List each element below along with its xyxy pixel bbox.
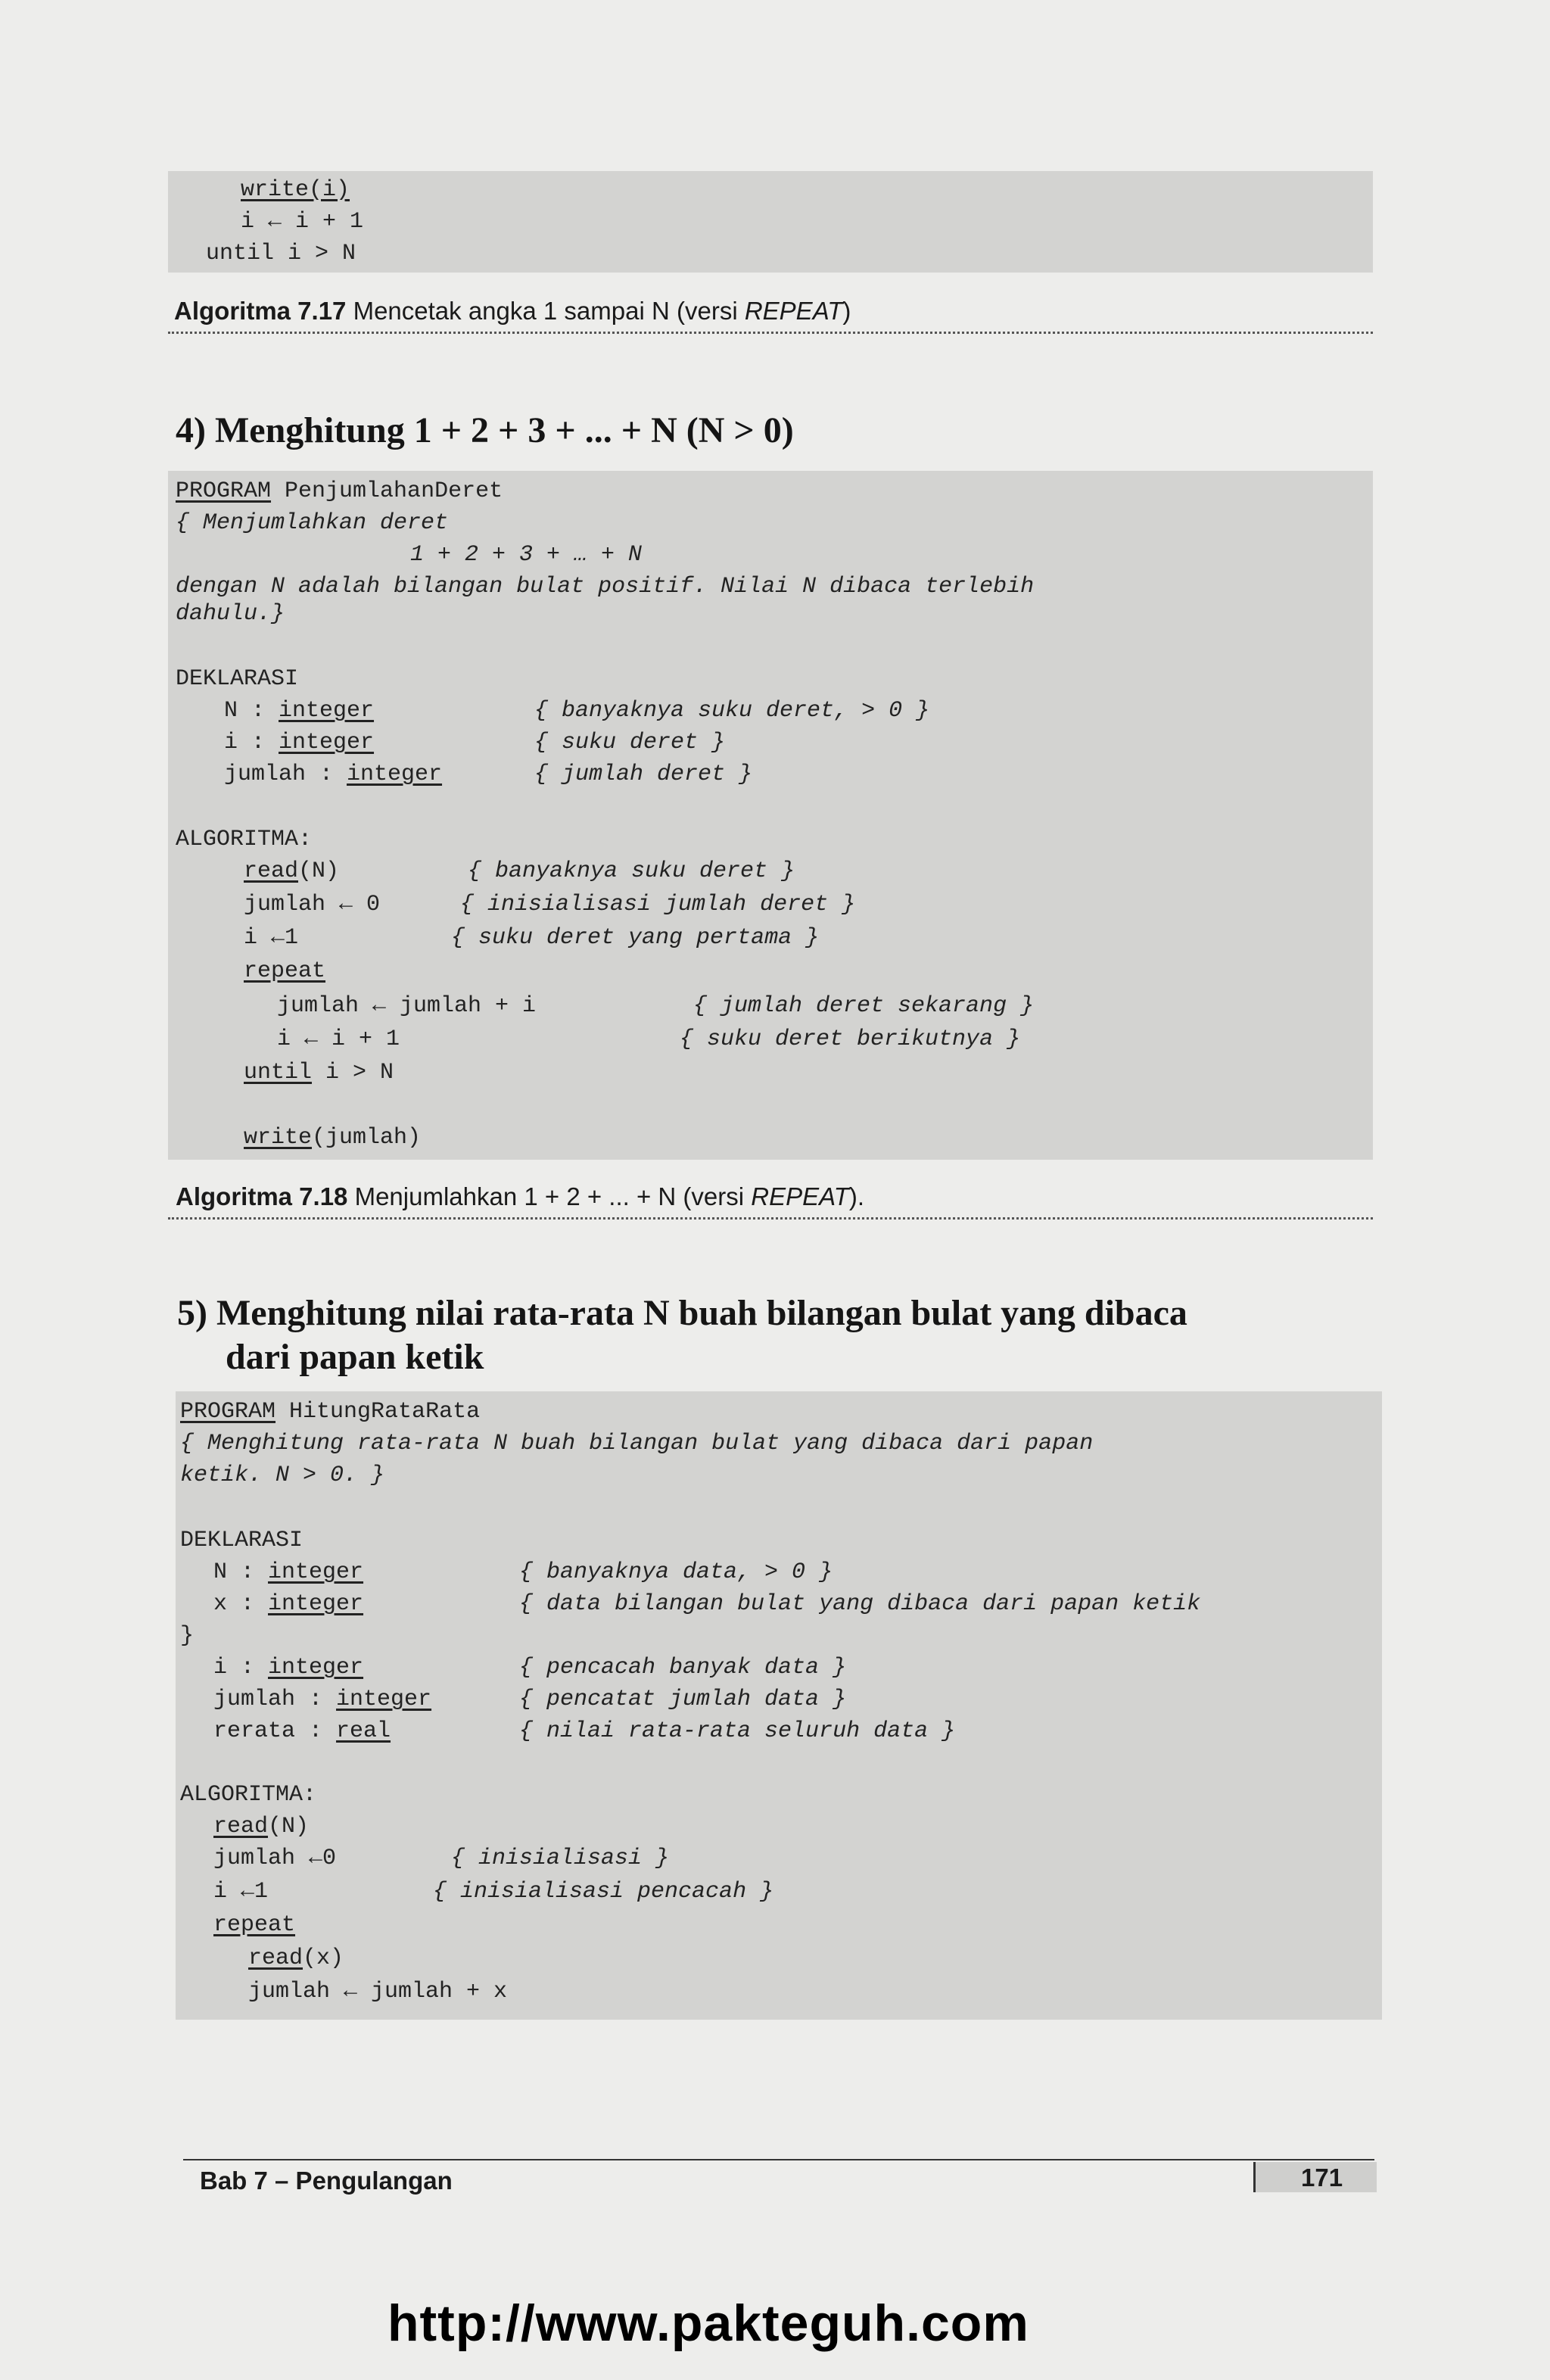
code-line: read(N) <box>244 858 340 884</box>
code-line: jumlah ← 0 <box>244 892 381 917</box>
page-number-box <box>1253 2162 1377 2192</box>
decl-line: N : integer <box>213 1559 364 1585</box>
comment-close: } <box>180 1623 195 1649</box>
caption-7-18: Algoritma 7.18 Menjumlahkan 1 + 2 + ... + N (versi REPEAT). <box>176 1182 865 1210</box>
code-comment: { jumlah deret sekarang } <box>693 993 1035 1019</box>
code-line: read(N) <box>213 1814 310 1840</box>
program-line: PROGRAM PenjumlahanDeret <box>176 478 503 504</box>
code-line: until i > N <box>244 1060 394 1086</box>
caption-divider <box>168 1217 1373 1220</box>
code-comment: { suku deret berikutnya } <box>680 1026 1021 1052</box>
decl-comment: { data bilangan bulat yang dibaca dari papan ketik <box>519 1591 1201 1617</box>
decl-comment: { jumlah deret } <box>534 762 753 787</box>
code-line: write(jumlah) <box>244 1125 422 1151</box>
comment-line: dengan N adalah bilangan bulat positif. Nilai N dibaca terlebih <box>176 574 1035 600</box>
decl-comment: { banyaknya suku deret, > 0 } <box>534 698 930 724</box>
section-heading-4: 4) Menghitung 1 + 2 + 3 + ... + N (N > 0) <box>176 410 794 450</box>
code-line: jumlah ← jumlah + i <box>277 993 537 1019</box>
decl-comment: { banyaknya data, > 0 } <box>519 1559 833 1585</box>
website-url: http://www.pakteguh.com <box>388 2294 1029 2352</box>
decl-comment: { pencatat jumlah data } <box>519 1687 847 1712</box>
caption-7-17: Algoritma 7.17 Mencetak angka 1 sampai N (versi REPEAT) <box>174 297 851 325</box>
decl-line: x : integer <box>213 1591 364 1617</box>
decl-line: jumlah : integer <box>224 762 443 787</box>
decl-line: i : integer <box>213 1655 364 1681</box>
section-label: ALGORITMA: <box>176 827 313 852</box>
decl-comment: { suku deret } <box>534 730 726 755</box>
decl-line: jumlah : integer <box>213 1687 432 1712</box>
comment-line: 1 + 2 + 3 + … + N <box>410 542 643 568</box>
code-block-7-18 <box>168 471 1373 1160</box>
code-comment: { suku deret yang pertama } <box>451 925 820 951</box>
code-line: repeat <box>244 958 326 984</box>
section-label: DEKLARASI <box>176 666 299 692</box>
code-comment: { banyaknya suku deret } <box>468 858 795 884</box>
code-line: jumlah ←0 <box>213 1846 337 1871</box>
code-line: i ← i + 1 <box>241 209 364 235</box>
footer-rule <box>183 2159 1374 2160</box>
code-line: read(x) <box>248 1945 344 1971</box>
chapter-label: Bab 7 – Pengulangan <box>200 2167 453 2195</box>
keyword-write: write(i) <box>241 177 350 203</box>
code-comment: { inisialisasi jumlah deret } <box>460 892 856 917</box>
comment-line: ketik. N > 0. } <box>180 1463 385 1488</box>
decl-comment: { nilai rata-rata seluruh data } <box>519 1718 956 1744</box>
section-label: DEKLARASI <box>180 1528 303 1553</box>
decl-line: i : integer <box>224 730 375 755</box>
code-line: i ←1 <box>213 1879 269 1905</box>
code-line: repeat <box>213 1912 296 1938</box>
code-line: i ← i + 1 <box>277 1026 400 1052</box>
comment-line: dahulu.} <box>176 601 285 627</box>
decl-comment: { pencacah banyak data } <box>519 1655 847 1681</box>
code-line <box>241 174 350 206</box>
code-comment: { inisialisasi pencacah } <box>433 1879 774 1905</box>
page-number: 171 <box>1301 2163 1343 2192</box>
code-block-7-17 <box>168 171 1373 273</box>
code-line: i ←1 <box>244 925 299 951</box>
code-line: until i > N <box>206 241 356 266</box>
section-label: ALGORITMA: <box>180 1782 317 1808</box>
code-comment: { inisialisasi } <box>451 1846 670 1871</box>
decl-line: rerata : real <box>213 1718 391 1744</box>
code-line: jumlah ← jumlah + x <box>248 1979 508 2005</box>
comment-line: { Menghitung rata-rata N buah bilangan bulat yang dibaca dari papan <box>180 1431 1094 1456</box>
code-block-rata-rata <box>176 1391 1382 2020</box>
section-heading-5: 5) Menghitung nilai rata-rata N buah bilangan bulat yang dibaca dari papan ketik <box>177 1293 1187 1377</box>
comment-line: { Menjumlahkan deret <box>176 510 449 536</box>
caption-divider <box>168 332 1373 334</box>
decl-line: N : integer <box>224 698 375 724</box>
program-line: PROGRAM HitungRataRata <box>180 1399 481 1425</box>
